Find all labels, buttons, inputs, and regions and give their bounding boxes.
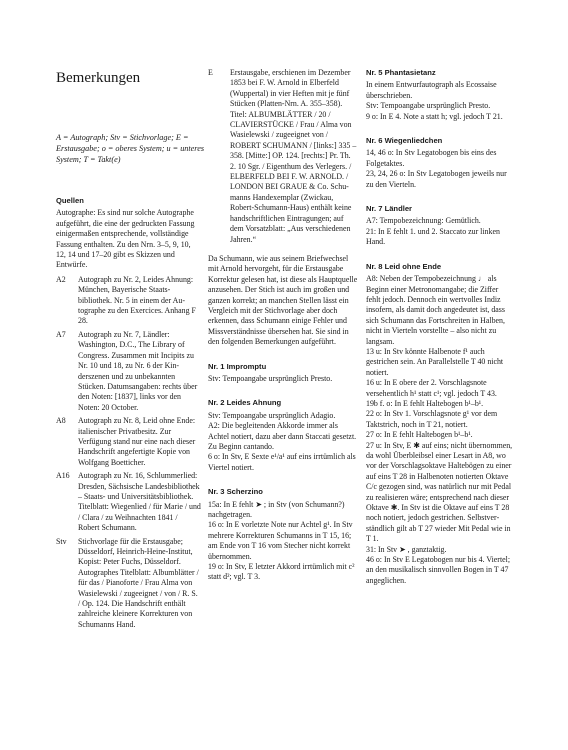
note-line: 46 o: In Stv E Legatobogen nur bis 4. Viertel; an den musikalisch sinnvollen Bogen in T 47 angeglichen. [366, 555, 511, 585]
note-line: Stv: Tempoangabe ursprünglich Presto. [366, 101, 491, 111]
note-line: A7: Tempobezeichnung: Gemütlich. [366, 216, 481, 226]
note-line: 6 o: In Stv, E Sexte e¹/a¹ auf eins irrtümlich als Viertel notiert. [208, 452, 356, 472]
note-line: A8: Neben der Tempobezeichnung ♩ als Beginn einer Metronomangabe; die Ziffer fehlt jedoch. Dennoch ein wertvolles Indiz insofern, als damit doch angedeutet ist, dass sich Schumann das Fortschreiten in Halben, nicht in Vierteln vorstellte – also nicht zu langsam. [366, 274, 505, 346]
note-line: 19b f. o: In E fehlt Haltebogen b¹–b¹. [366, 398, 484, 408]
note-line: 16 o: In E vorletzte Note nur Achtel g¹. In Stv mehrere Korrekturen Schumanns in T 15, 16; am Ende von T 16 vom Stecher nicht korrekt übernommen. [208, 520, 353, 561]
section-heading: Nr. 6 Wiegenliedchen [366, 136, 443, 146]
section-heading: Nr. 1 Impromptu [208, 361, 267, 371]
source-entry: A7 Autograph zu Nr. 7, Ländler: Washington, D.C., The Library of Congress. Zusammen mit Incipits zu Nr. 10 und 18, zu Nr. 6 der Kinderszenen und zu unbekannten Stücken. Datumsangaben: rechts über den Noten: [1837], links vor den Noten: 20 October. [56, 329, 198, 412]
note-line: 9 o: In E 4. Note a statt h; vgl. jedoch T 21. [366, 111, 503, 121]
source-entry-e: E Erstausgabe, erschienen im Dezember 1853 bei F. W. Arnold in Elberfeld (Wuppertal) in vier Heften mit je fünf Stücken (Platten-Nrn. A. 355–358). Titel: ALBUMBLÄTTER / 20 / CLAVIERSTÜCKE / Frau / Alma von Wasielewski / zugeeignet von / ROBERT SCHUMANN / [links:] 335 – 358. [Mitte:] OP. 124. [rechts:] Pr. Th. 2. 10 Sgr. / Eigenthum des Verlegers. / ELBERFELD BEI F. W. ARNOLD. / LONDON BEI GRAUE & Co. Schumanns Handexemplar (Zwickau, Robert-Schumann-Haus) enthält keine handschriftlichen Eintragungen; auf dem Vorsatzblatt: „Aus verschiedenen Jahren.“ [208, 68, 357, 244]
note-line: 22 o: In Stv 1. Vorschlagsnote g¹ vor dem Taktstrich, noch in T 21, notiert. [366, 409, 498, 429]
quellen-intro: Autographe: Es sind nur solche Autographe aufgeführt, die eine der gedruckten Fassung einigermaßen entsprechende, vollständige Fassung enthalten. Zu den Nrn. 3–5, 9, 10, 12, 14 und 17–20 gibt es Skizzen und Entwürfe. [56, 208, 195, 270]
source-entry: A16 Autograph zu Nr. 16, Schlummerlied: Dresden, Sächsische Landesbibliothek – Staats- und Universitätsbibliothek. Titelblatt: Wiegenlied / für Marie / und / Clara / zu Weihnachten 1841 / Robert Schumann. [56, 471, 201, 533]
note-line: 31: In Stv ➤ , ganztaktig. [366, 544, 447, 554]
column-1 [56, 196, 201, 633]
note-line: 16 u: In E obere der 2. Vorschlagsnote versehentlich h¹ statt c¹; vgl. jedoch T 43. [366, 378, 497, 398]
section-heading: Nr. 8 Leid ohne Ende [366, 261, 442, 271]
note-line: 19 o: In Stv, E letzter Akkord irrtümlich mit c² statt d²; vgl. T 3. [208, 562, 355, 582]
note-line: A2: Die begleitenden Akkorde immer als Achtel notiert, dazu aber dann Staccati gesetzt. Zu Beginn cantando. [208, 421, 357, 451]
quellen-heading: Quellen [56, 196, 84, 205]
note-line: 13 u: In Stv könnte Halbenote f¹ auch gestrichen sein. An Parallelstelle T 40 nicht notiert. [366, 346, 504, 377]
note-line: Stv: Tempoangabe ursprünglich Presto. [208, 373, 333, 383]
note-line: 14, 46 o: In Stv Legatobogen bis eins des Folgetaktes. [366, 148, 497, 168]
note-line: Stv: Tempoangabe ursprünglich Adagio. [208, 410, 336, 420]
note-line: 15a: In E fehlt ➤ ; in Stv (von Schumann?) nachgetragen. [208, 499, 345, 520]
note-line: 21: In E fehlt 1. und 2. Staccato zur linken Hand. [366, 226, 500, 247]
section-heading: Nr. 7 Ländler [366, 204, 412, 214]
source-entry: Stv Stichvorlage für die Erstausgabe; Düsseldorf, Heinrich-Heine-Institut, Kopist: Peter Fuchs, Düsseldorf. Autographes Titelblatt: Albumblätter / für das / Pianoforte / Frau Alma von Wasielewski / zugeeignet / von / R. S. / Op. 124. Die Handschrift enthält zahlreiche kleinere Korrekturen von Schumanns Hand. [56, 536, 199, 629]
note-line: In einem Entwurfautograph als Ecossaise überschrieben. [366, 80, 497, 100]
section-heading: Nr. 2 Leides Ahnung [208, 398, 282, 408]
section-heading: Nr. 5 Phantasietanz [366, 68, 436, 77]
source-entry: A8 Autograph zu Nr. 8, Leid ohne Ende: italienischer Privatbesitz. Zur Verfügung stand nur eine nach dieser Handschrift angefertigte Kopie von Wolfgang Boetticher. [56, 416, 196, 467]
source-entry: A2 Autograph zu Nr. 2, Leides Ahnung: München, Bayerische Staatsbibliothek. Nr. 5 in einem der Autographe zu den Exercices. Anhang F 28. [56, 274, 196, 326]
page-title: Bemerkungen [56, 70, 141, 86]
abbreviations: A = Autograph; Stv = Stichvorlage; E = Erstausgabe; o = oberes System; u = unteres System; T = Takt(e) [56, 133, 205, 164]
note-line: 27 u: In Stv, E ✱ auf eins; nicht übernommen, da wohl Überbleibsel einer Lesart in A8, wo vor der Vorschlagsoktave Haltebögen zu einer auf eins T 28 in Halbenoten notierten Oktave C/c gezogen sind, was natürlich nur mit Pedal zu realisieren wäre; entsprechend nach dieser Oktave ✱. In Stv ist die Oktave auf eins T 28 noch notiert, jedoch gestrichen. Selbstverständlich gilt ab T 27 wieder Mit Pedal wie in T 1. [366, 440, 513, 544]
note-line: 23, 24, 26 o: In Stv Legatobogen jeweils nur zu den Vierteln. [366, 169, 507, 189]
note-line: 27 o: In E fehlt Haltebogen b¹–b¹. [366, 430, 473, 440]
column-3 [366, 68, 514, 586]
column-2 [208, 68, 358, 583]
section-heading: Nr. 3 Scherzino [208, 487, 263, 497]
paragraph: Da Schumann, wie aus seinem Briefwechsel mit Arnold hervorgeht, für die Erstausgabe Korrektur gelesen hat, ist diese als Hauptquelle anzusehen. Der Stich ist auch im großen und ganzen korrekt; an manchen Stellen lässt ein Vergleich mit der Stichvorlage aber doch erkennen, dass Schumann einige Fehler und Missverständnisse übersehen hat. Sie sind in den folgenden Bemerkungen aufgeführt. [208, 253, 358, 347]
